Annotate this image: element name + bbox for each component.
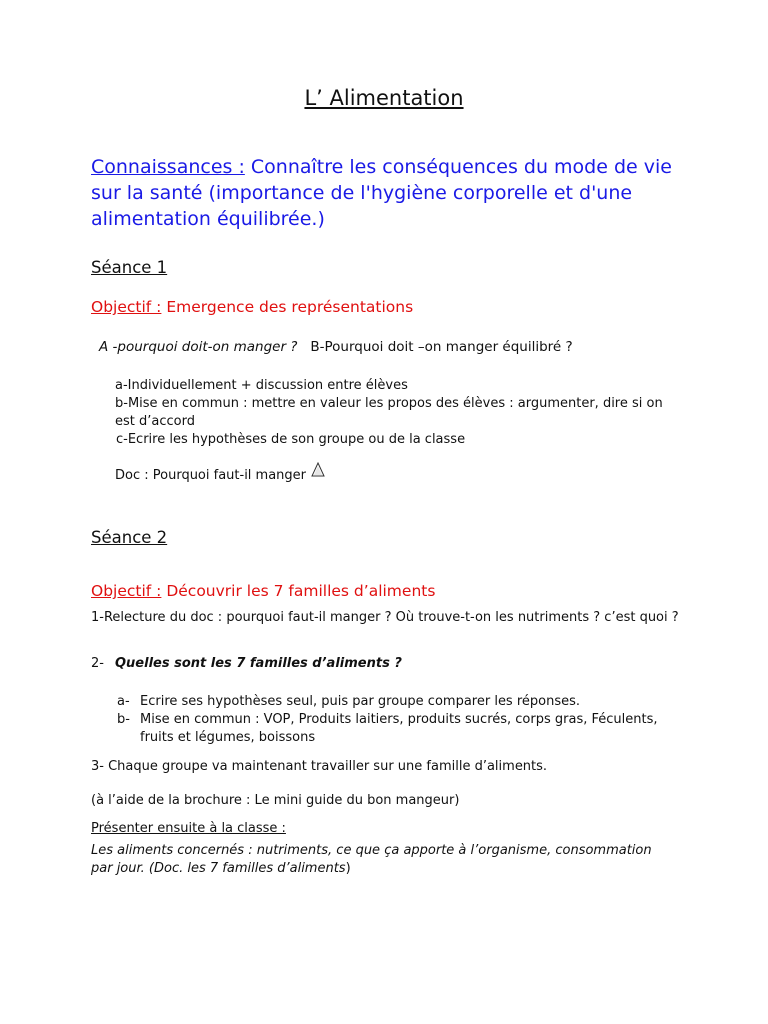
present-label: Présenter ensuite à la classe :	[91, 821, 286, 836]
present-text: Les aliments concernés : nutriments, ce que ça apporte à l’organisme, consommation par jour. (Doc. les 7 familles d’aliments	[91, 843, 652, 876]
seance1-step-a: a-Individuellement + discussion entre élèves	[115, 378, 408, 393]
seance2-objective-text: Découvrir les 7 familles d’aliments	[161, 582, 436, 600]
present-text-block	[91, 842, 671, 878]
seance2-objective-label: Objectif :	[91, 582, 162, 600]
seance2-item-1: 1-Relecture du doc : pourquoi faut-il manger ? Où trouve-t-on les nutriments ? c’est quoi ?	[91, 610, 679, 625]
knowledge-block	[91, 154, 691, 232]
seance2-objective	[91, 582, 435, 600]
sub-b-text: Mise en commun : VOP, Produits laitiers, produits sucrés, corps gras, Féculents, fruits et légumes, boissons	[140, 712, 658, 745]
seance1-doc: Doc : Pourquoi faut-il manger	[115, 468, 307, 483]
seance2-item-2-text: Quelles sont les 7 familles d’aliments ?	[115, 656, 402, 671]
seance2-heading: Séance 2	[91, 528, 168, 547]
sub-a-marker: a-	[117, 694, 130, 709]
seance1-step-c: c-Ecrire les hypothèses de son groupe ou de la classe	[116, 432, 466, 447]
present-close: )	[345, 861, 351, 876]
page-title: L’ Alimentation	[304, 86, 464, 110]
seance1-heading: Séance 1	[91, 258, 168, 277]
seance1-step-b: b-Mise en commun : mettre en valeur les propos des élèves : argumenter, dire si on est d’accord	[115, 396, 663, 429]
seance2-item-2-number: 2-	[91, 656, 104, 671]
question-b: B-Pourquoi doit –on manger équilibré ?	[310, 339, 573, 355]
seance1-objective-text: Emergence des représentations	[161, 298, 414, 316]
sub-a-text: Ecrire ses hypothèses seul, puis par groupe comparer les réponses.	[140, 694, 581, 709]
seance1-objective	[91, 298, 413, 316]
question-a: A -pourquoi doit-on manger ?	[99, 339, 298, 355]
knowledge-label: Connaissances :	[91, 156, 245, 178]
knowledge-text: Connaître les conséquences du mode de vie sur la santé (importance de l'hygiène corporelle et d'une alimentation équilibrée.)	[91, 156, 672, 230]
seance1-questions	[99, 339, 573, 355]
triangle-icon	[311, 462, 325, 478]
seance1-objective-label: Objectif :	[91, 298, 162, 316]
sub-b-marker: b-	[117, 712, 130, 727]
seance2-item-3: 3- Chaque groupe va maintenant travailler sur une famille d’aliments.	[91, 759, 548, 774]
brochure-note: (à l’aide de la brochure : Le mini guide du bon mangeur)	[91, 793, 460, 808]
